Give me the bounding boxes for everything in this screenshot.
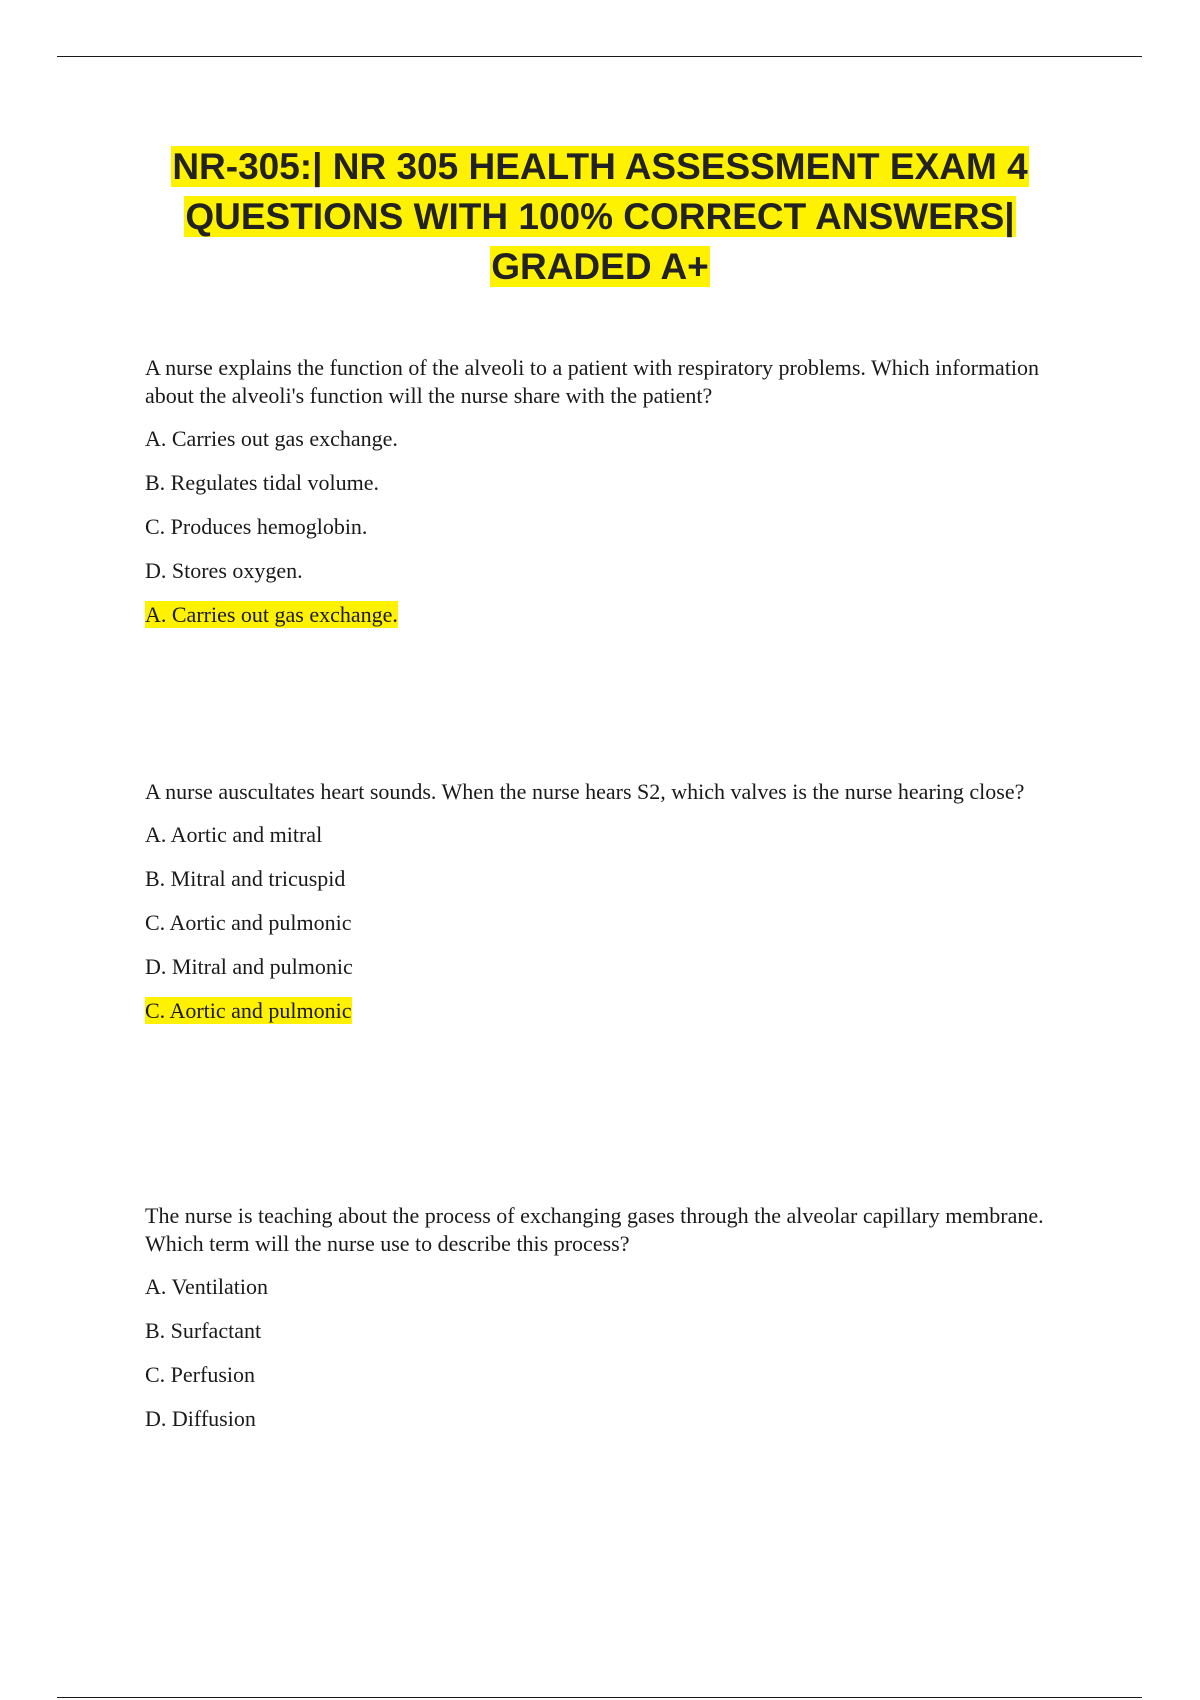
question-1-option-b: B. Regulates tidal volume.: [145, 470, 380, 495]
title-line-1: NR-305:| NR 305 HEALTH ASSESSMENT EXAM 4: [172, 146, 1028, 187]
question-3-option-d: D. Diffusion: [145, 1406, 256, 1431]
question-2-option-a: A. Aortic and mitral: [145, 822, 323, 847]
document-title: [100, 142, 1100, 292]
question-3-text: The nurse is teaching about the process of exchanging gases through the alveolar capillary membrane. Which term will the nurse use to describe this process?: [145, 1203, 1044, 1256]
title-line-3: GRADED A+: [491, 246, 709, 287]
header-rule: [57, 56, 1142, 57]
question-1-option-c: C. Produces hemoglobin.: [145, 514, 368, 539]
question-1-options: [145, 425, 1065, 601]
question-1-option-d: D. Stores oxygen.: [145, 558, 303, 583]
question-1-text: A nurse explains the function of the alveoli to a patient with respiratory problems. Which information about the alveoli's function will the nurse share with the patient?: [145, 355, 1040, 408]
question-3: [145, 1202, 1065, 1449]
question-1: [145, 354, 1065, 629]
question-2-options: [145, 821, 1065, 997]
question-2: [145, 778, 1065, 1025]
question-3-option-b: B. Surfactant: [145, 1318, 262, 1343]
question-1-option-a: A. Carries out gas exchange.: [145, 426, 398, 451]
question-2-option-d: D. Mitral and pulmonic: [145, 954, 353, 979]
question-2-option-c: C. Aortic and pulmonic: [145, 910, 352, 935]
question-3-option-c: C. Perfusion: [145, 1362, 255, 1387]
footer-rule: [57, 1697, 1142, 1698]
question-2-text: A nurse auscultates heart sounds. When the nurse hears S2, which valves is the nurse hearing close?: [145, 779, 1025, 804]
question-3-option-a: A. Ventilation: [145, 1274, 269, 1299]
question-1-answer: [145, 601, 1065, 629]
question-3-options: [145, 1273, 1065, 1449]
title-line-2: QUESTIONS WITH 100% CORRECT ANSWERS|: [185, 196, 1015, 237]
question-2-option-b: B. Mitral and tricuspid: [145, 866, 346, 891]
question-2-answer: [145, 997, 1065, 1025]
question-2-answer-highlight: C. Aortic and pulmonic: [145, 998, 352, 1023]
question-1-answer-highlight: A. Carries out gas exchange.: [145, 602, 398, 627]
